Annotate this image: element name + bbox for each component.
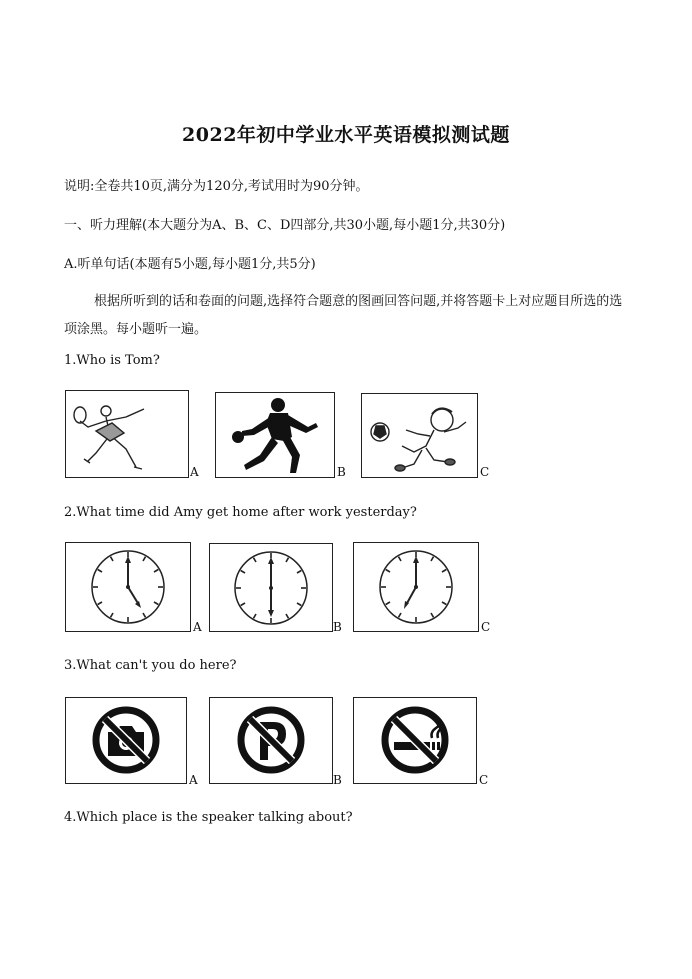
option-2b-label: B bbox=[333, 620, 342, 634]
part-heading: A.听单句话(本题有5小题,每小题1分,共5分) bbox=[64, 257, 316, 272]
option-3b-label: B bbox=[333, 773, 342, 787]
option-2a-label: A bbox=[193, 620, 202, 634]
basketball-player-silhouette-icon bbox=[216, 393, 334, 477]
option-3c-image bbox=[353, 697, 477, 784]
no-photography-icon bbox=[66, 698, 186, 783]
option-2c-label: C bbox=[481, 620, 491, 634]
option-2a-image bbox=[65, 542, 191, 632]
instruction-text: 根据所听到的话和卷面的问题,选择符合题意的图画回答问题,并将答题卡上对应题目所选的选项涂黑。每小题听一遍。 bbox=[64, 294, 623, 337]
option-1b-label: B bbox=[337, 465, 346, 479]
option-2b-image bbox=[209, 543, 333, 632]
clock-five-icon bbox=[66, 543, 190, 631]
question-1: 1.Who is Tom? bbox=[64, 353, 160, 368]
question-3: 3.What can't you do here? bbox=[64, 658, 237, 673]
clock-seven-icon bbox=[354, 543, 478, 631]
option-1c-image bbox=[361, 393, 478, 478]
option-3a-image bbox=[65, 697, 187, 784]
option-1b-image bbox=[215, 392, 335, 478]
option-1c-label: C bbox=[480, 465, 490, 479]
question-4: 4.Which place is the speaker talking about? bbox=[64, 810, 353, 825]
no-smoking-icon bbox=[354, 698, 476, 783]
option-3c-label: C bbox=[479, 773, 489, 787]
clock-six-icon bbox=[210, 544, 332, 631]
tennis-player-icon bbox=[66, 391, 188, 477]
option-2c-image bbox=[353, 542, 479, 632]
exam-note: 说明:全卷共10页,满分为120分,考试用时为90分钟。 bbox=[64, 179, 369, 194]
option-3b-image bbox=[209, 697, 333, 784]
section-heading: 一、听力理解(本大题分为A、B、C、D四部分,共30小题,每小题1分,共30分) bbox=[64, 218, 506, 233]
option-1a-label: A bbox=[190, 465, 199, 479]
option-1a-image bbox=[65, 390, 189, 478]
option-3a-label: A bbox=[189, 773, 198, 787]
no-parking-icon bbox=[210, 698, 332, 783]
page-title: 2022年初中学业水平英语模拟测试题 bbox=[182, 124, 510, 146]
question-2: 2.What time did Amy get home after work yesterday? bbox=[64, 505, 417, 520]
soccer-kid-icon bbox=[362, 394, 477, 477]
